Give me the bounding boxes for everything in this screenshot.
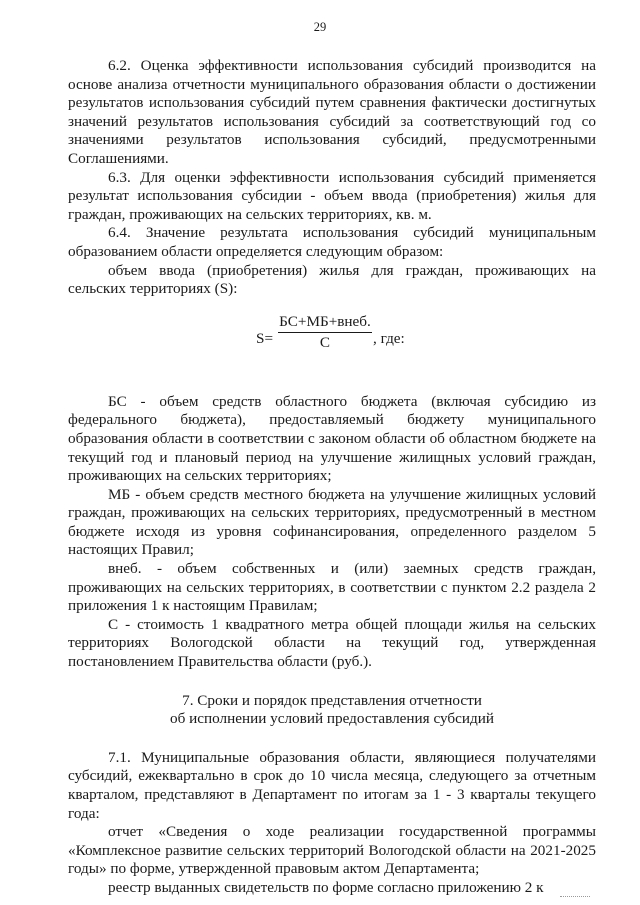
scan-artifact-mark [560,896,590,899]
formula-suffix: , где: [373,329,405,347]
formula-fraction [278,313,372,353]
paragraph-report: отчет «Сведения о ходе реализации государственной программы «Комплексное развитие сельских территорий Вологодской области на 2021-2025 годы» по форме, утвержденной правовым актом Департамента; [68,823,596,878]
formula [68,307,596,369]
paragraph-7-1: 7.1. Муниципальные образования области, являющиеся получателями субсидий, ежеквартально в срок до 10 числа месяца, следующего за отчетным кварталом, представляют в Департамент по итогам за 1 - 3 кварталы текущего года: [68,748,596,822]
paragraph-registry: реестр выданных свидетельств по форме согласно приложению 2 к [108,878,544,896]
page-body [68,57,596,898]
definition-mb: МБ - объем средств местного бюджета на улучшение жилищных условий граждан, проживающих на сельских территориях, предусмотренный в местном бюджете исходя из уровня софинансирования, определенного разделом 5 настоящих Правил; [68,485,596,559]
formula-lhs: S= [256,329,274,347]
section-heading-line-2: об исполнении условий предоставления субсидий [170,710,494,728]
section-heading-line-1: 7. Сроки и порядок представления отчетности [182,691,482,709]
definition-c: С - стоимость 1 квадратного метра общей площади жилья на сельских территориях Вологодской области на текущий год, утвержденная постановлением Правительства области (руб.). [68,615,596,671]
paragraph-6-2: 6.2. Оценка эффективности использования субсидий производится на основе анализа отчетности муниципального образования области о достижении результатов использования субсидий путем сравнения фактически достигнутых значений результатов использования субсидий за соответствующий год со значениями результатов использования субсидий, предусмотренными Соглашениями. [68,57,596,167]
paragraph-6-4: 6.4. Значение результата использования субсидий муниципальным образованием области определяется следующим образом: [68,224,596,260]
page-number: 29 [313,20,327,34]
paragraph-volume-definition: объем ввода (приобретения) жилья для граждан, проживающих на сельских территориях (S): [68,261,596,298]
paragraph-6-3: 6.3. Для оценки эффективности использования субсидий применяется результат использования субсидии - объем ввода (приобретения) жилья для граждан, проживающих на сельских территориях, кв. м. [68,168,596,223]
definition-bs: БС - объем средств областного бюджета (включая субсидию из федерального бюджета), предоставляемый бюджету муниципального образования области в соответствии с законом области об областном бюджете на текущий год и плановый период на улучшение жилищных условий граждан, проживающих на сельских территориях; [68,392,596,485]
definition-vneb: внеб. - объем собственных и (или) заемных средств граждан, проживающих на сельских территориях, в соответствии с пунктом 2.2 раздела 2 приложения 1 к настоящим Правилам; [68,560,596,615]
formula-denominator: С [319,334,331,352]
formula-numerator: БС+МБ+внеб. [278,313,372,334]
section-7-heading [68,692,596,729]
